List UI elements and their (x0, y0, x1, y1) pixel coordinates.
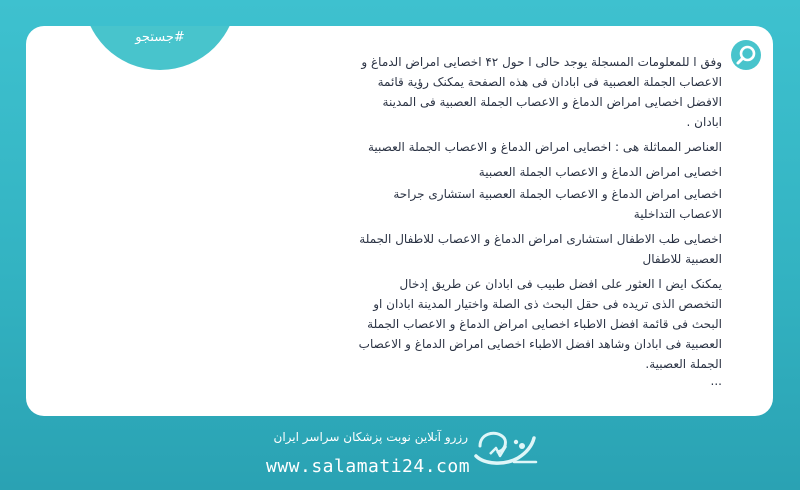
search-icon (731, 40, 761, 70)
specialty-item: اخصایی امراض الدماغ و الاعصاب الجملة العصبیة استشاری جراحة الاعصاب التداخلیة (393, 187, 722, 221)
hashtag-search-label: #جستجو (135, 30, 185, 45)
specialty-item: اخصایی طب الاطفال استشاری امراض الدماغ و الاعصاب للاطفال الجملة العصبیة للاطفال (359, 232, 722, 266)
footer-website-link[interactable]: www.salamati24.com (266, 456, 471, 477)
salamati24-logo-icon (470, 426, 542, 472)
salamati24-logo[interactable] (470, 426, 542, 472)
hashtag-search-tab[interactable] (83, 26, 237, 70)
search-tip-paragraph: یمکنک ایض ا العثور علی افضل طبیب فی ابادان عن طریق إدخال التخصص الذی تریده فی حقل البحث ذی الصلة واختیار المدینة ابادان او البحث فی قائمة افضل الاطباء اخصایی امراض الدماغ و الاعصاب الجملة العصبیة فی ابادان وشاهد افضل الاطباء اخصایی امراض الدماغ و الاعصاب الجملة العصبیة. (358, 277, 722, 371)
content-card (26, 26, 773, 416)
specialty-item: اخصایی امراض الدماغ و الاعصاب الجملة العصبیة (478, 165, 722, 179)
search-button[interactable] (731, 40, 761, 70)
description-text (356, 52, 722, 388)
similar-items-paragraph: العناصر المماثلة هی : اخصایی امراض الدماغ و الاعصاب الجملة العصبیة (368, 140, 722, 154)
intro-paragraph: وفق ا للمعلومات المسجلة یوجد حالی ا حول ۴۲ اخصایی امراض الدماغ و الاعصاب الجملة العصبیة فی ابادان فی هذه الصفحة یمکنک رؤیة قائمة الافضل اخصایی امراض الدماغ و الاعصاب الجملة العصبیة فی المدینة ابادان . (361, 55, 722, 129)
footer-tagline: رزرو آنلاین نوبت پزشکان سراسر ایران (273, 430, 468, 444)
more-ellipsis: ... (710, 374, 722, 388)
